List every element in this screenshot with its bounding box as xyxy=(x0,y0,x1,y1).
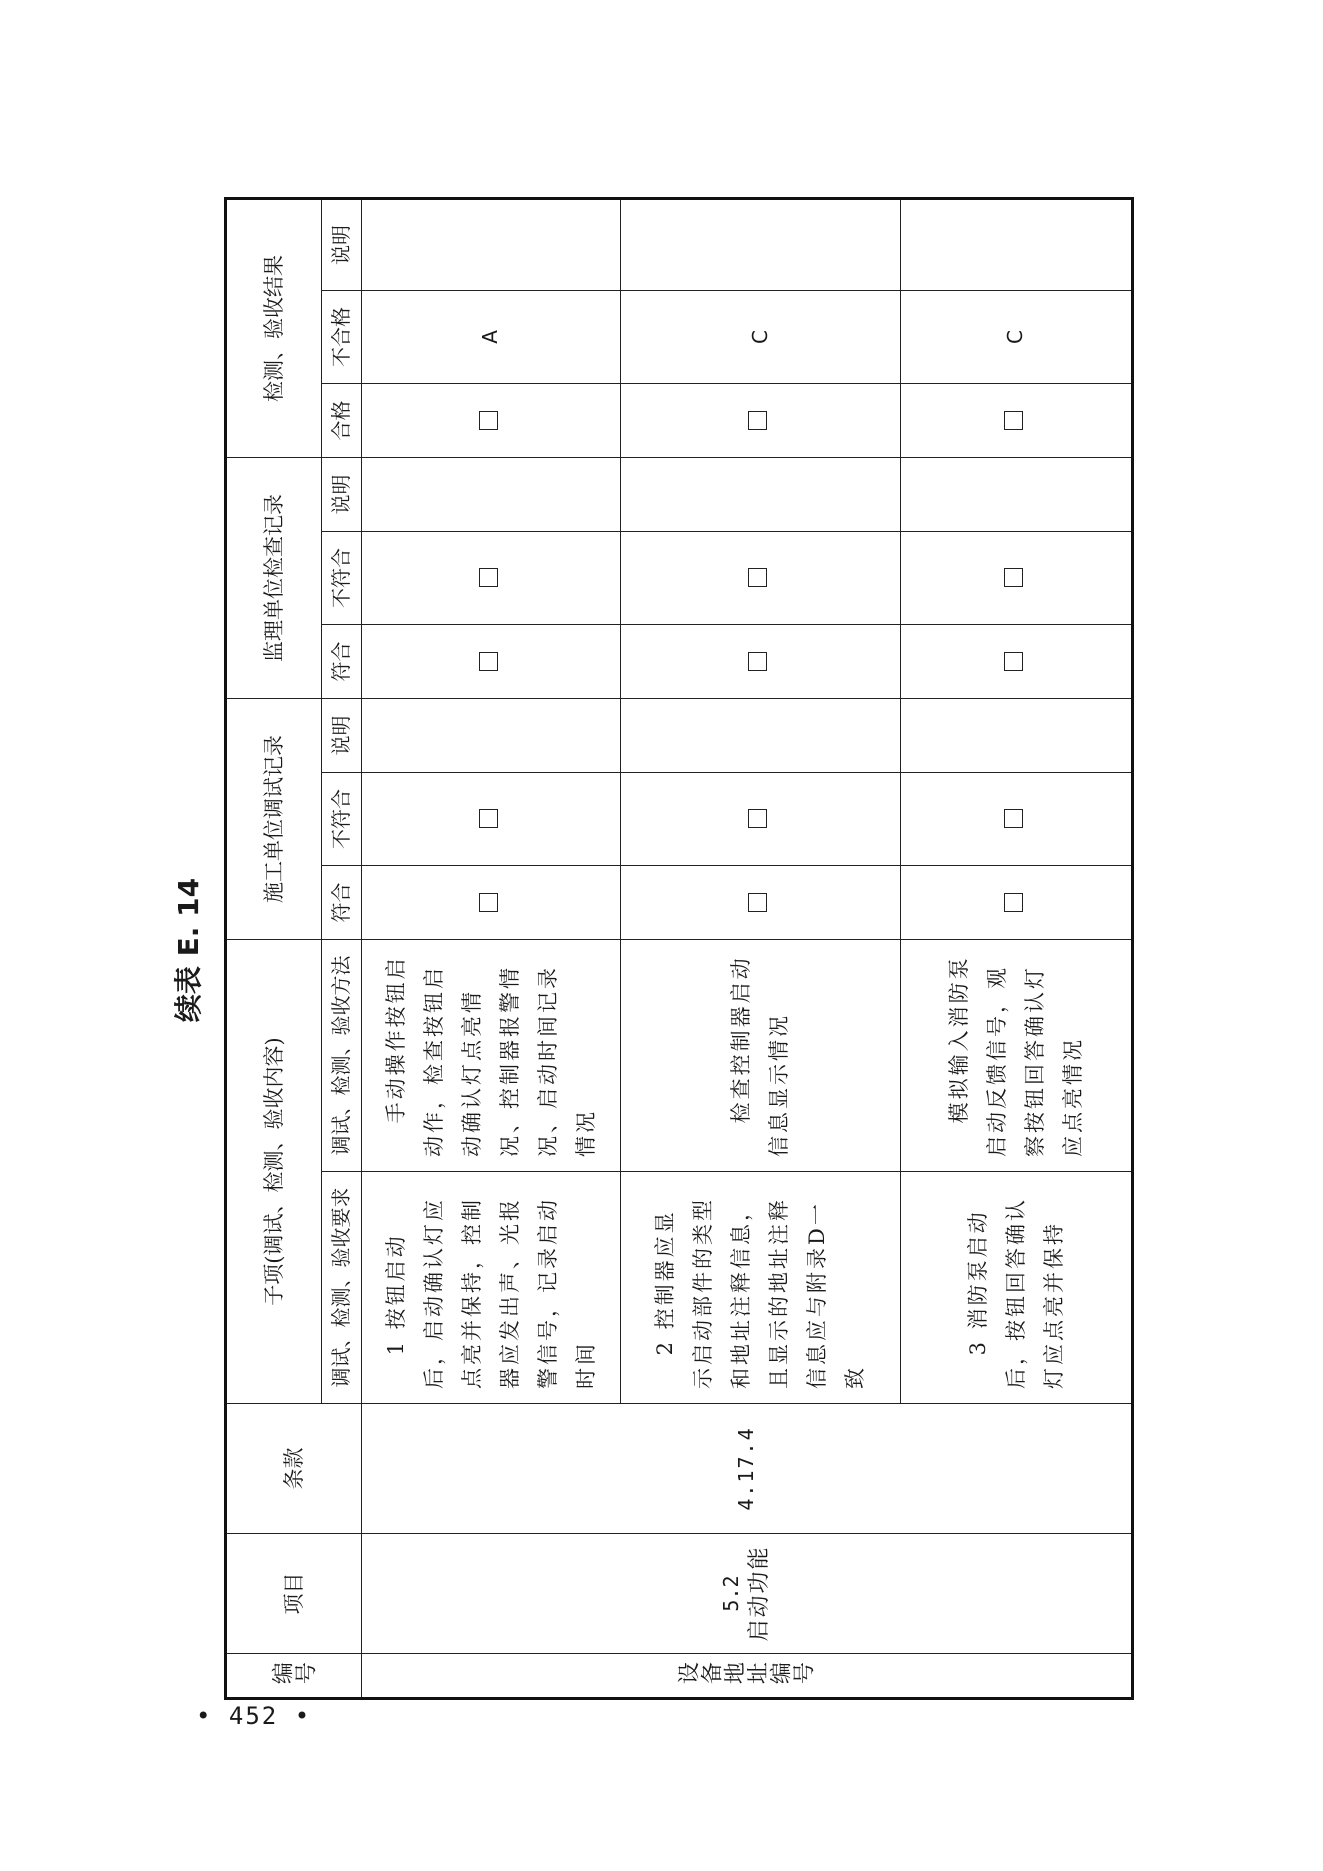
header-unqualified: 不合格 xyxy=(321,290,361,383)
header-inspection-explain: 说明 xyxy=(321,198,361,290)
checkbox[interactable] xyxy=(479,568,498,587)
header-method: 调试、检测、验收方法 xyxy=(321,939,361,1171)
checkbox[interactable] xyxy=(748,568,767,587)
construction-conform-cell xyxy=(361,865,620,939)
header-qualified: 合格 xyxy=(321,383,361,457)
supervision-explain-cell xyxy=(361,457,620,531)
checkbox[interactable] xyxy=(1004,809,1023,828)
header-supervision-conform: 符合 xyxy=(321,624,361,698)
inspection-explain-cell xyxy=(361,198,620,290)
qualified-cell xyxy=(621,383,901,457)
header-item: 项目 xyxy=(226,1534,362,1654)
clause-cell: 4.17.4 xyxy=(361,1404,1132,1534)
header-supervision-nonconform: 不符合 xyxy=(321,531,361,624)
supervision-nonconform-cell xyxy=(621,531,901,624)
header-construction-nonconform: 不符合 xyxy=(321,772,361,865)
checkbox[interactable] xyxy=(748,652,767,671)
header-supervision-group: 监理单位检查记录 xyxy=(226,457,322,698)
checkbox[interactable] xyxy=(1004,411,1023,430)
checkbox[interactable] xyxy=(1004,568,1023,587)
requirement-cell: 3 消防泵启动后，按钮回答确认灯应点亮并保持 xyxy=(900,1172,1132,1404)
construction-conform-cell xyxy=(900,865,1132,939)
method-cell: 检查控制器启动信息显示情况 xyxy=(621,939,901,1171)
construction-explain-cell xyxy=(361,698,620,772)
table-row xyxy=(361,198,620,1698)
header-supervision-explain: 说明 xyxy=(321,457,361,531)
construction-nonconform-cell xyxy=(621,772,901,865)
grade-mark: A xyxy=(361,290,620,383)
item-cell xyxy=(361,1534,1132,1654)
supervision-explain-cell xyxy=(621,457,901,531)
rotated-table-area xyxy=(172,200,1102,1700)
supervision-conform-cell xyxy=(361,624,620,698)
checkbox[interactable] xyxy=(1004,893,1023,912)
inspection-explain-cell xyxy=(621,198,901,290)
checkbox[interactable] xyxy=(748,893,767,912)
construction-nonconform-cell xyxy=(361,772,620,865)
method-cell: 手动操作按钮启动作，检查按钮启动确认灯点亮情况、控制器报警情况、启动时间记录情况 xyxy=(361,939,620,1171)
header-sub-item-group: 子项(调试、检测、验收内容) xyxy=(226,939,322,1403)
header-serial: 编号 xyxy=(226,1654,362,1699)
checkbox[interactable] xyxy=(748,809,767,828)
checkbox[interactable] xyxy=(479,893,498,912)
construction-explain-cell xyxy=(621,698,901,772)
header-requirement: 调试、检测、验收要求 xyxy=(321,1172,361,1404)
header-construction-conform: 符合 xyxy=(321,865,361,939)
requirement-cell: 1 按钮启动后，启动确认灯应点亮并保持，控制器应发出声、光报警信号，记录启动时间 xyxy=(361,1172,620,1404)
construction-conform-cell xyxy=(621,865,901,939)
checkbox[interactable] xyxy=(479,809,498,828)
item-code: 5.2 xyxy=(719,1575,744,1612)
inspection-explain-cell xyxy=(900,198,1132,290)
serial-cell: 设备地址编号 xyxy=(361,1654,1132,1699)
header-inspection-group: 检测、验收结果 xyxy=(226,198,322,457)
checkbox[interactable] xyxy=(479,652,498,671)
supervision-nonconform-cell xyxy=(900,531,1132,624)
header-construction-group: 施工单位调试记录 xyxy=(226,698,322,939)
inspection-table xyxy=(224,197,1134,1700)
checkbox[interactable] xyxy=(479,411,498,430)
header-clause: 条款 xyxy=(226,1404,362,1534)
header-construction-explain: 说明 xyxy=(321,698,361,772)
supervision-nonconform-cell xyxy=(361,531,620,624)
item-name: 启动功能 xyxy=(747,1545,773,1642)
qualified-cell xyxy=(900,383,1132,457)
supervision-explain-cell xyxy=(900,457,1132,531)
method-cell: 模拟输入消防泵启动反馈信号，观察按钮回答确认灯应点亮情况 xyxy=(900,939,1132,1171)
construction-nonconform-cell xyxy=(900,772,1132,865)
page-number: • 452 • xyxy=(196,1702,312,1730)
grade-mark: C xyxy=(900,290,1132,383)
checkbox[interactable] xyxy=(1004,652,1023,671)
grade-mark: C xyxy=(621,290,901,383)
checkbox[interactable] xyxy=(748,411,767,430)
qualified-cell xyxy=(361,383,620,457)
supervision-conform-cell xyxy=(621,624,901,698)
requirement-cell: 2 控制器应显示启动部件的类型和地址注释信息，且显示的地址注释信息应与附录D一致 xyxy=(621,1172,901,1404)
supervision-conform-cell xyxy=(900,624,1132,698)
header-row-top xyxy=(226,198,322,1698)
table-title: 续表 E. 14 xyxy=(172,877,205,1023)
construction-explain-cell xyxy=(900,698,1132,772)
